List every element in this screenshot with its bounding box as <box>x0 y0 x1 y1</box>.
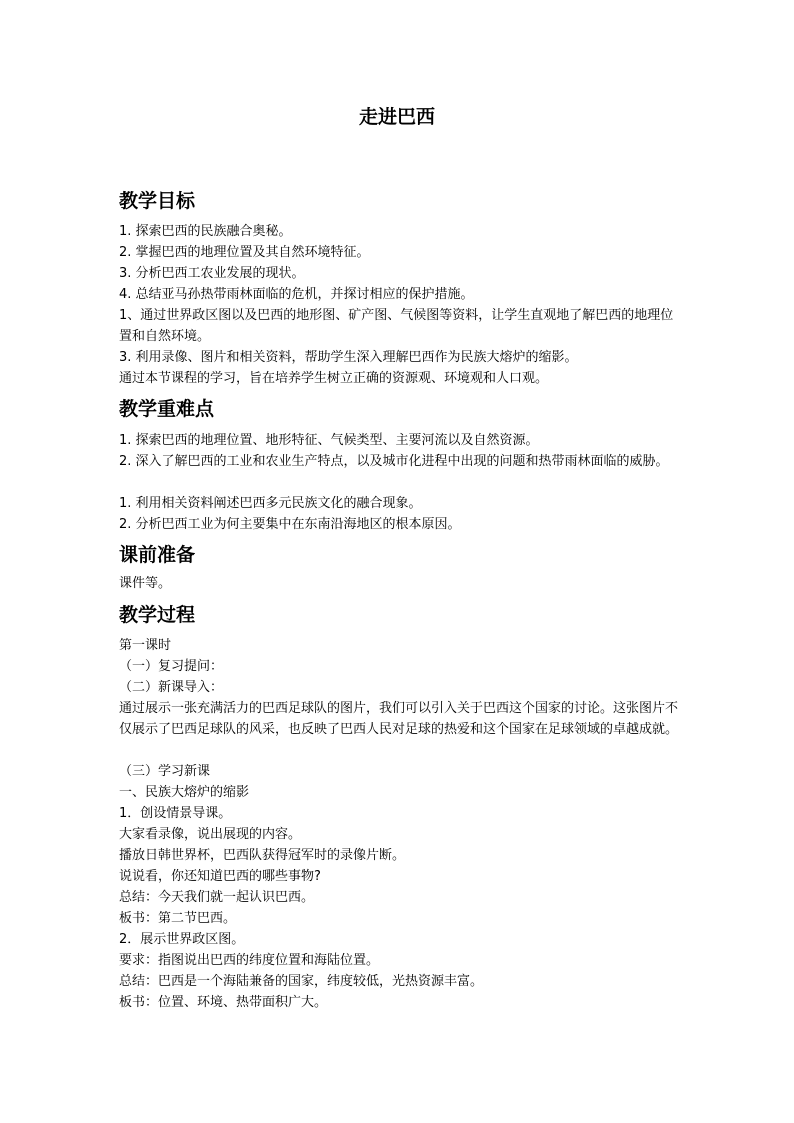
section-heading-objectives: 教学目标 <box>119 190 196 212</box>
key-point-line: 1. 利用相关资料阐述巴西多元民族文化的融合现象。 <box>119 496 422 511</box>
process-line: 板书：位置、环境、热带面积广大。 <box>119 995 328 1010</box>
process-line: 总结：巴西是一个海陆兼备的国家，纬度较低，光热资源丰富。 <box>119 974 484 989</box>
process-line: 说说看，你还知道巴西的哪些事物? <box>119 869 321 884</box>
objective-line: 4. 总结亚马孙热带雨林面临的危机，并探讨相应的保护措施。 <box>119 287 474 302</box>
objective-line: 3. 利用录像、图片和相关资料，帮助学生深入理解巴西作为民族大熔炉的缩影。 <box>119 350 578 365</box>
objective-line: 通过本节课程的学习，旨在培养学生树立正确的资源观、环境观和人口观。 <box>119 371 549 386</box>
objective-line: 3. 分析巴西工农业发展的现状。 <box>119 266 305 281</box>
process-line: 1．创设情景导课。 <box>119 806 232 821</box>
objective-line: 1. 探索巴西的民族融合奥秘。 <box>119 224 292 239</box>
document-title: 走进巴西 <box>358 106 435 128</box>
preparation-line: 课件等。 <box>119 576 172 591</box>
section-heading-key-points: 教学重难点 <box>119 398 215 420</box>
process-line: 总结：今天我们就一起认识巴西。 <box>119 890 315 905</box>
process-line: 2．展示世界政区图。 <box>119 932 245 947</box>
process-line: （二）新课导入： <box>119 680 224 695</box>
section-heading-process: 教学过程 <box>119 604 196 626</box>
process-line: 第一课时 <box>119 638 172 653</box>
objective-line: 2. 掌握巴西的地理位置及其自然环境特征。 <box>119 245 370 260</box>
key-point-line: 2. 分析巴西工业为何主要集中在东南沿海地区的根本原因。 <box>119 517 461 532</box>
process-line: 板书：第二节巴西。 <box>119 911 237 926</box>
process-line: 通过展示一张充满活力的巴西足球队的图片，我们可以引入关于巴西这个国家的讨论。这张图片不仅展示了巴西足球队的风采，也反映了巴西人民对足球的热爱和这个国家在足球领域的卓越成就。 <box>119 701 679 737</box>
key-point-line: 1. 探索巴西的地理位置、地形特征、气候类型、主要河流以及自然资源。 <box>119 433 539 448</box>
objective-line: 1、通过世界政区图以及巴西的地形图、矿产图、气候图等资料，让学生直观地了解巴西的地理位置和自然环境。 <box>119 308 674 344</box>
process-line: （一）复习提问： <box>119 659 224 674</box>
process-line: 一、民族大熔炉的缩影 <box>119 785 250 800</box>
process-line: 要求：指图说出巴西的纬度位置和海陆位置。 <box>119 953 380 968</box>
process-line: （三）学习新课 <box>119 764 211 779</box>
section-heading-preparation: 课前准备 <box>119 544 196 566</box>
key-point-line: 2. 深入了解巴西的工业和农业生产特点，以及城市化进程中出现的问题和热带雨林面临的威胁。 <box>119 454 669 469</box>
process-line: 播放日韩世界杯，巴西队获得冠军时的录像片断。 <box>119 848 406 863</box>
process-line: 大家看录像，说出展现的内容。 <box>119 827 302 842</box>
